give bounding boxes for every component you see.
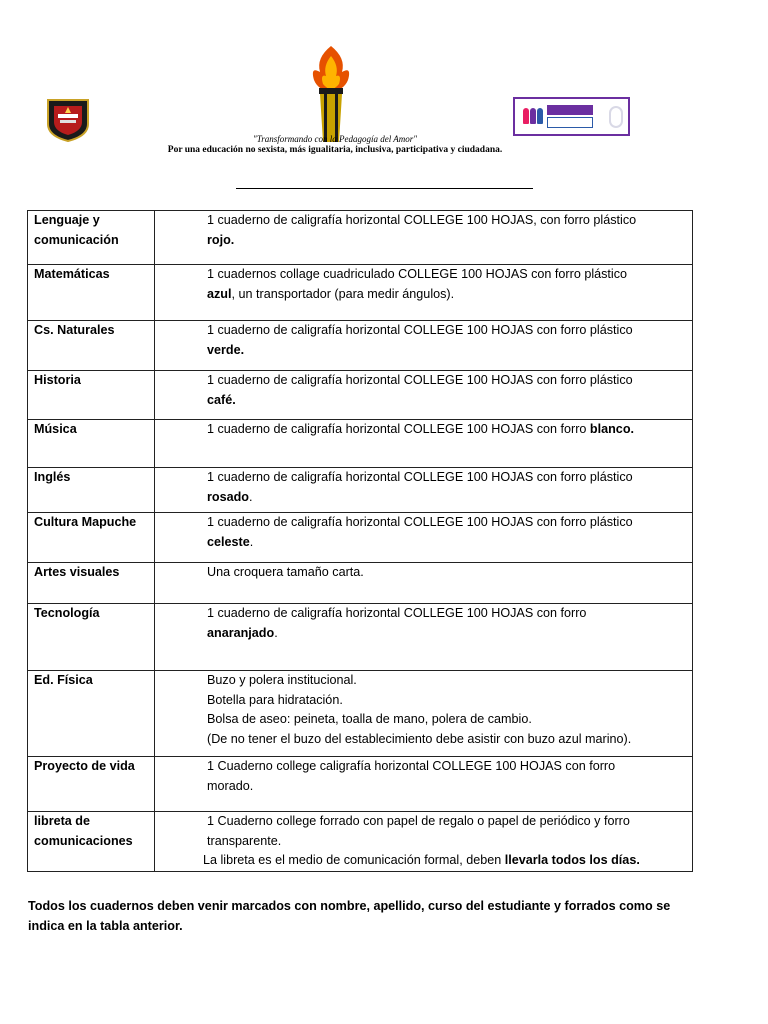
subject-cell: Música: [28, 420, 155, 468]
requirement-text: Buzo y polera institucional.: [207, 673, 357, 687]
requirement-line: [207, 671, 686, 691]
requirement-line: [207, 231, 686, 251]
requirement-text: 1 cuaderno de caligrafía horizontal COLLEGE 100 HOJAS con forro plástico: [207, 373, 633, 387]
requirement-cell: [155, 211, 693, 265]
title-underline: [236, 188, 533, 189]
requirement-text: 1 cuaderno de caligrafía horizontal COLLEGE 100 HOJAS con forro: [207, 606, 587, 620]
school-motto: "Transformando con la Pedagogía del Amor": [252, 134, 418, 144]
emphasis-text: rosado: [207, 489, 249, 504]
emphasis-text: anaranjado: [207, 625, 275, 640]
requirement-text: Una croquera tamaño carta.: [207, 565, 364, 579]
requirement-text: Botella para hidratación.: [207, 692, 343, 707]
subject-cell: libreta de comunicaciones: [28, 812, 155, 872]
requirement-line: [207, 468, 686, 488]
requirement-line: [207, 321, 686, 341]
requirement-cell: [155, 563, 693, 604]
emphasis-text: café.: [207, 392, 236, 407]
supplies-table: [27, 210, 693, 872]
requirement-line: [207, 730, 686, 750]
requirement-text: Bolsa de aseo: peineta, toalla de mano, polera de cambio.: [207, 712, 532, 726]
table-row: [28, 513, 693, 563]
requirement-line: [207, 285, 686, 305]
footer-note: Todos los cuadernos deben venir marcados con nombre, apellido, curso del estudiante y forrados como se indica en la tabla anterior.: [28, 899, 671, 933]
subject-cell: Lenguaje y comunicación: [28, 211, 155, 265]
requirement-line: [207, 371, 686, 391]
requirement-line: [207, 420, 686, 440]
emphasis-text: blanco.: [589, 422, 635, 436]
requirement-text: 1 cuaderno de caligrafía horizontal COLLEGE 100 HOJAS, con forro plástico: [207, 213, 637, 227]
subject-cell: Tecnología: [28, 604, 155, 671]
emphasis-text: azul: [207, 286, 232, 301]
subject-cell: Cultura Mapuche: [28, 513, 155, 563]
requirement-line: [207, 533, 686, 553]
subject-cell: Proyecto de vida: [28, 757, 155, 812]
requirement-line: [207, 211, 686, 231]
requirement-line: [207, 624, 686, 644]
subject-cell: Matemáticas: [28, 265, 155, 321]
subject-cell: Inglés: [28, 468, 155, 513]
subject-cell: Cs. Naturales: [28, 321, 155, 371]
requirement-line: [207, 710, 686, 730]
requirement-line: [207, 265, 686, 285]
school-crest-logo: [46, 98, 90, 142]
torch-logo: [306, 44, 356, 144]
requirement-text: 1 Cuaderno college caligrafía horizontal COLLEGE 100 HOJAS con forro: [207, 759, 616, 773]
requirement-text: 1 cuaderno de caligrafía horizontal COLLEGE 100 HOJAS con forro plástico: [207, 470, 633, 484]
requirement-line: [207, 832, 686, 852]
requirement-text: .: [274, 625, 278, 640]
requirement-cell: [155, 513, 693, 563]
requirement-text: La libreta es el medio de comunicación formal, deben: [203, 853, 505, 867]
requirement-line: [203, 851, 686, 871]
requirement-line: [207, 391, 686, 411]
requirement-text: , un transportador (para medir ángulos).: [231, 286, 455, 301]
government-program-logo: [513, 97, 630, 136]
emphasis-text: verde.: [207, 342, 245, 357]
school-slogan: Por una educación no sexista, más igualitaria, inclusiva, participativa y ciudadana.: [167, 145, 503, 155]
requirement-text: 1 cuaderno de caligrafía horizontal COLLEGE 100 HOJAS con forro plástico: [207, 515, 633, 529]
requirement-line: [207, 777, 686, 797]
requirement-line: [207, 513, 686, 533]
subject-cell: Historia: [28, 371, 155, 420]
requirement-cell: [155, 321, 693, 371]
requirement-line: [207, 757, 686, 777]
requirement-text: 1 cuadernos collage cuadriculado COLLEGE 100 HOJAS con forro plástico: [207, 267, 628, 281]
requirement-cell: [155, 671, 693, 757]
requirement-text: (De no tener el buzo del establecimiento debe asistir con buzo azul marino).: [207, 731, 632, 746]
requirement-text: 1 Cuaderno college forrado con papel de regalo o papel de periódico y forro: [207, 814, 630, 828]
requirement-cell: [155, 812, 693, 872]
requirement-cell: [155, 468, 693, 513]
table-row: [28, 671, 693, 757]
requirement-line: [207, 341, 686, 361]
requirement-text: morado.: [207, 778, 254, 793]
requirement-line: [207, 488, 686, 508]
requirement-line: [207, 604, 686, 624]
emphasis-text: celeste: [207, 534, 250, 549]
requirement-cell: [155, 604, 693, 671]
emphasis-text: llevarla todos los días.: [504, 853, 640, 867]
requirement-line: [207, 691, 686, 711]
table-row: [28, 757, 693, 812]
requirement-cell: [155, 420, 693, 468]
requirement-text: .: [249, 489, 253, 504]
table-row: [28, 812, 693, 872]
table-row: [28, 321, 693, 371]
requirement-text: 1 cuaderno de caligrafía horizontal COLLEGE 100 HOJAS con forro: [207, 422, 590, 436]
requirement-text: 1 cuaderno de caligrafía horizontal COLLEGE 100 HOJAS con forro plástico: [207, 323, 633, 337]
requirement-cell: [155, 371, 693, 420]
table-row: [28, 604, 693, 671]
table-row: [28, 211, 693, 265]
requirement-cell: [155, 757, 693, 812]
table-row: [28, 265, 693, 321]
subject-cell: Artes visuales: [28, 563, 155, 604]
requirement-line: [207, 563, 686, 583]
table-row: [28, 371, 693, 420]
emphasis-text: rojo.: [207, 232, 235, 247]
table-row: [28, 420, 693, 468]
table-row: [28, 563, 693, 604]
table-row: [28, 468, 693, 513]
subject-cell: Ed. Física: [28, 671, 155, 757]
requirement-cell: [155, 265, 693, 321]
requirement-line: [207, 812, 686, 832]
requirement-text: transparente.: [207, 833, 282, 848]
requirement-text: .: [249, 534, 254, 549]
